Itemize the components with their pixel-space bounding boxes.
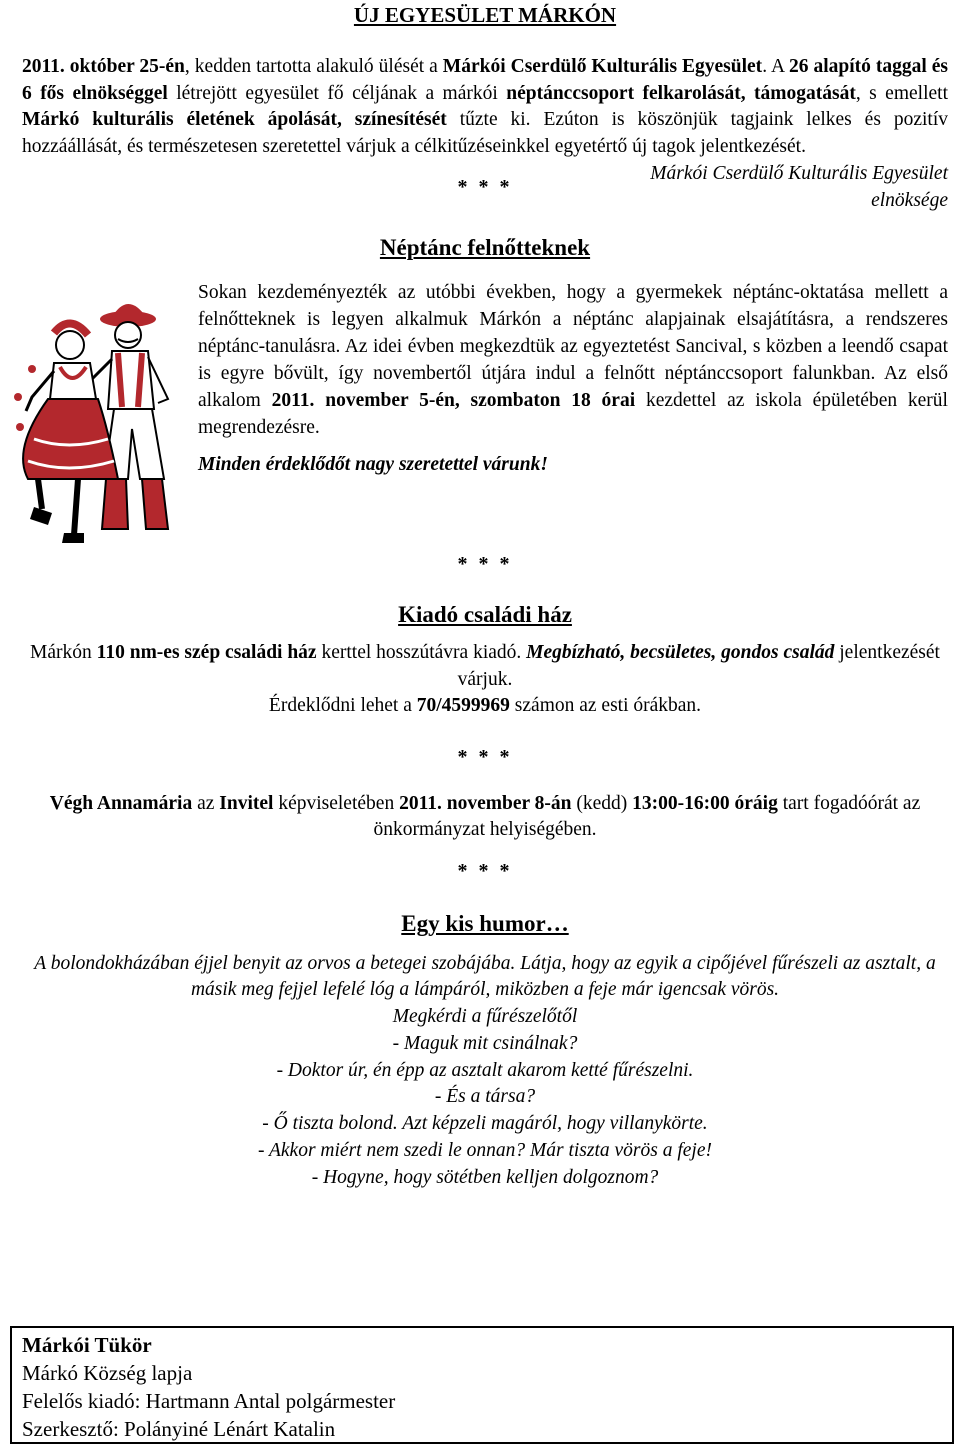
- text-run: Érdeklődni lehet a: [268, 695, 417, 716]
- invitel-text: [22, 791, 948, 844]
- house-line-2: [22, 693, 948, 720]
- humor-intro: A bolondokházában éjjel benyit az orvos a betegei szobájába. Látja, hogy az egyik a cipőjével fűrészeli az asztalt, a másik meg fejjel lefelé lóg a lámpáról, miközben a feje már igencsak vörös.: [34, 952, 936, 1001]
- separator: * * *: [457, 176, 513, 198]
- text-run: (kedd): [571, 792, 633, 814]
- dance-heading: Néptánc felnőtteknek: [379, 235, 591, 260]
- humor-line: - Maguk mit csinálnak?: [392, 1032, 578, 1054]
- signature-line-1: Márkói Cserdülő Kulturális Egyesület: [650, 163, 948, 184]
- editor-line: Szerkesztő: Polányiné Lénárt Katalin: [22, 1417, 336, 1441]
- text-run: tart fogadóórát az önkormányzat helyiségében.: [373, 792, 921, 840]
- text-run: az: [192, 792, 220, 814]
- publisher-line: Felelős kiadó: Hartmann Antal polgármester: [22, 1389, 396, 1413]
- text-run: 110 nm-es szép családi ház: [96, 642, 317, 663]
- text-run: 70/4599969: [416, 695, 510, 716]
- text-run: Invitel: [219, 792, 274, 814]
- text-run: számon az esti órákban.: [509, 695, 702, 716]
- house-heading: Kiadó családi ház: [398, 602, 572, 627]
- newspaper-subtitle: Márkó Község lapja: [22, 1361, 193, 1385]
- dance-article: [198, 279, 948, 478]
- text-run: 2011. november 8-án: [399, 792, 572, 814]
- page-title: ÚJ EGYESÜLET MÁRKÓN: [353, 3, 617, 27]
- humor-joke: [22, 951, 948, 1192]
- separator: * * *: [457, 553, 513, 575]
- humor-line: - Hogyne, hogy sötétben kelljen dolgoznom?: [311, 1166, 659, 1188]
- dance-invite: Minden érdeklődőt nagy szeretettel várunk!: [198, 454, 548, 475]
- dance-paragraph: [198, 279, 948, 441]
- text-run: Márkón: [30, 642, 97, 663]
- humor-heading: Egy kis humor…: [401, 910, 569, 936]
- separator: * * *: [457, 745, 513, 768]
- association-text: [22, 56, 948, 157]
- text-run: képviseletében: [273, 792, 400, 814]
- text-run: Márkó kulturális életének ápolását, színesítését: [22, 109, 447, 130]
- humor-line: - Ő tiszta bolond. Azt képzeli magáról, hogy villanykörte.: [262, 1113, 708, 1135]
- separator: * * *: [457, 859, 513, 882]
- signature-line-2: elnöksége: [871, 190, 948, 211]
- text-run: , kedden tartotta alakuló ülését a: [184, 56, 443, 77]
- text-run: néptánccsoport felkarolását, támogatását: [506, 82, 856, 104]
- text-run: , s emellett: [855, 82, 948, 104]
- text-run: kerttel hosszútávra kiadó.: [316, 642, 527, 663]
- humor-line: - Akkor miért nem szedi le onnan? Már tiszta vörös a feje!: [257, 1140, 713, 1162]
- text-run: létrejött egyesület fő céljának a márkói: [167, 82, 507, 104]
- text-run: 13:00-16:00 óráig: [632, 792, 778, 814]
- humor-line: Megkérdi a fűrészelőtől: [392, 1006, 578, 1028]
- text-run: Márkói Cserdülő Kulturális Egyesület: [442, 56, 763, 77]
- text-run: 2011. november 5-én, szombaton 18 órai: [271, 390, 636, 411]
- association-paragraph: [22, 54, 948, 160]
- newspaper-name: Márkói Tükör: [22, 1333, 152, 1357]
- text-run: 26 alapító taggal és 6 fős elnökséggel: [22, 56, 949, 104]
- house-ad: [22, 640, 948, 720]
- humor-line: - És a társa?: [434, 1086, 536, 1108]
- text-run: jelentkezését várjuk.: [457, 642, 940, 690]
- text-run: . A: [762, 56, 789, 77]
- newsletter-page: [22, 0, 948, 1192]
- dance-section: [22, 279, 948, 579]
- humor-line: - Doktor úr, én épp az asztalt akarom ketté fűrészelni.: [276, 1059, 694, 1081]
- text-run: Végh Annamária: [49, 792, 193, 814]
- text-run: Megbízható, becsületes, gondos család: [526, 642, 835, 663]
- masthead-box: [10, 1326, 954, 1444]
- text-run: tűzte ki. Ezúton is köszönjük tagjaink lelkes és pozitív hozzáállását, és természetesen szeretettel várjuk a célkitűzéseinkkel egyetértő új tagok jelentkezését.: [22, 109, 948, 157]
- house-line-1: [22, 640, 948, 693]
- invitel-notice: [22, 791, 948, 844]
- text-run: Sokan kezdeményezték az utóbbi években, hogy a gyermekek néptánc-oktatása mellett a felnőtteknek is legyen alkalmuk Márkón a néptánc alapjainak elsajátításra, a rendszeres néptánc-tanulásra. Az idei évben megkezdtük az egyeztetést Sancival, s közben a leendő csapat is egyre bővült, így novembertől útjára indul a felnőtt néptánccsoport falunkban. Az első alkalom: [198, 282, 948, 411]
- text-run: 2011. október 25-én: [22, 56, 185, 77]
- text-run: kezdettel az iskola épületében kerül megrendezésre.: [198, 390, 948, 438]
- folk-dancers-illustration: [8, 279, 178, 549]
